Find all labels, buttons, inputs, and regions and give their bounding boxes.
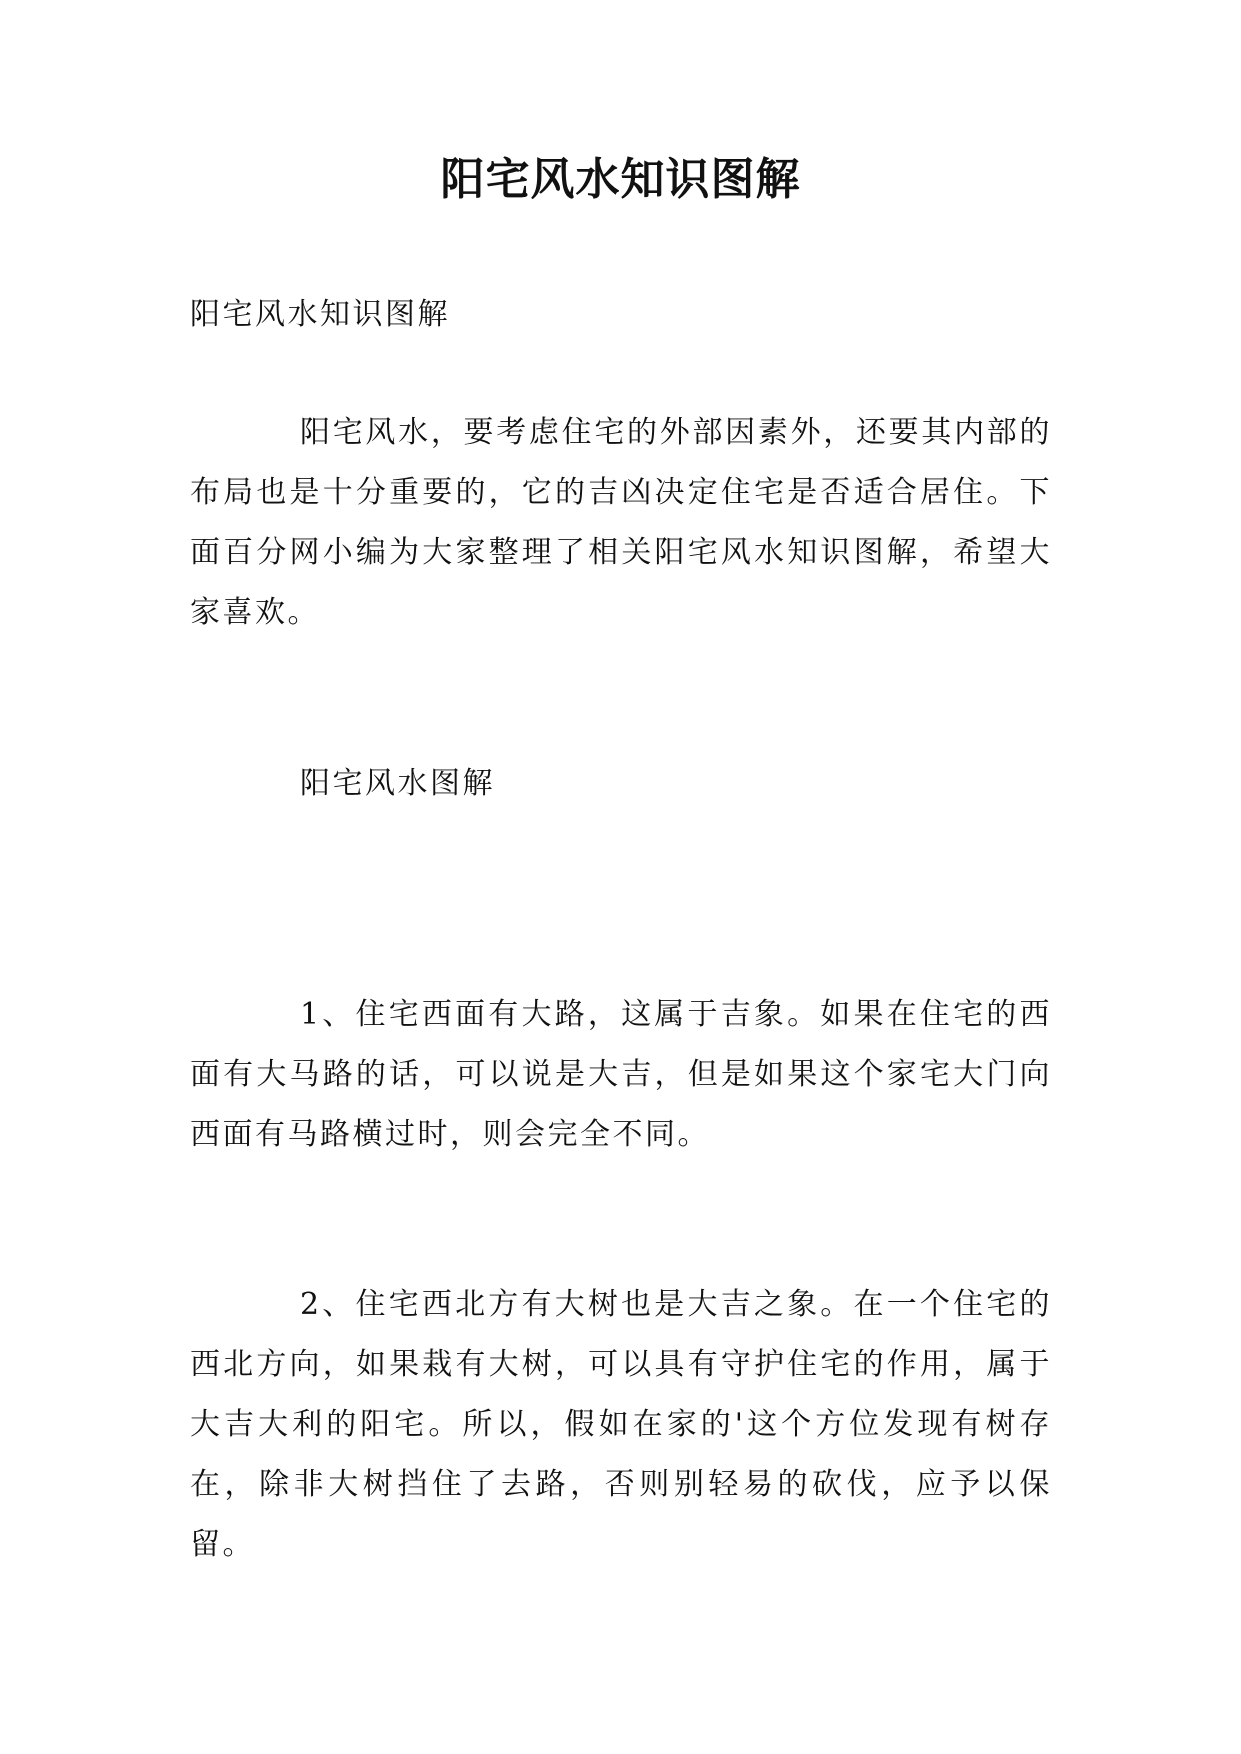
section-heading: 阳宅风水图解: [300, 766, 495, 801]
list-item: 1、住宅西面有大路，这属于吉象。如果在住宅的西面有大马路的话，可以说是大吉，但是如果这个家宅大门向西面有马路横过时，则会完全不同。: [190, 997, 1052, 1152]
list-item: 2、住宅西北方有大树也是大吉之象。在一个住宅的西北方向，如果栽有大树，可以具有守护住宅的作用，属于大吉大利的阳宅。所以，假如在家的'这个方位发现有树存在，除非大树挡住了去路，否则别轻易的砍伐，应予以保留。: [190, 1287, 1052, 1562]
intro-paragraph: 阳宅风水，要考虑住宅的外部因素外，还要其内部的布局也是十分重要的，它的吉凶决定住宅是否适合居住。下面百分网小编为大家整理了相关阳宅风水知识图解，希望大家喜欢。: [190, 415, 1052, 630]
document-subtitle: 阳宅风水知识图解: [190, 297, 450, 332]
document-title: 阳宅风水知识图解: [440, 154, 801, 205]
